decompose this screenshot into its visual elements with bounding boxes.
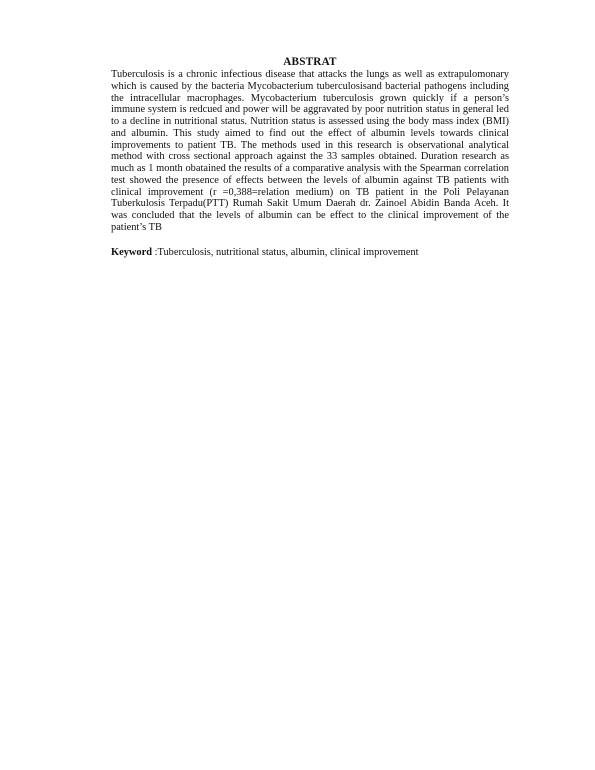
- keyword-line: [111, 247, 509, 259]
- keyword-list: Tuberculosis, nutritional status, albumin, clinical improvement: [157, 246, 419, 258]
- abstract-body: Tuberculosis is a chronic infectious disease that attacks the lungs as well as extrapulomonary which is caused by the bacteria Mycobacterium tuberculosisand bacterial pathogens including the intracellular macrophages. Mycobacterium tuberculosis grown quickly if a person’s immune system is redcued and power will be aggravated by poor nutrition status in general led to a decline in nutritional status. Nutrition status is assessed using the body mass index (BMI) and albumin. This study aimed to find out the effect of albumin levels towards clinical improvements to patient TB. The methods used in this research is observational analytical method with cross sectional approach against the 33 samples obtained. Duration research as much as 1 month obatained the results of a comparative analysis with the Spearman correlation test showed the presence of effects between the levels of albumin against TB patients with clinical improvement (r =0,388=relation medium) on TB patient in the Poli Pelayanan Tuberkulosis Terpadu(PTT) Rumah Sakit Umum Daerah dr. Zainoel Abidin Banda Aceh. It was concluded that the levels of albumin can be effect to the clinical improvement of the patient’s TB: [111, 69, 509, 233]
- keyword-label: Keyword: [111, 246, 152, 258]
- keyword-separator: :: [151, 246, 158, 258]
- abstract-page: [111, 56, 509, 259]
- abstract-title: ABSTRAT: [283, 56, 337, 68]
